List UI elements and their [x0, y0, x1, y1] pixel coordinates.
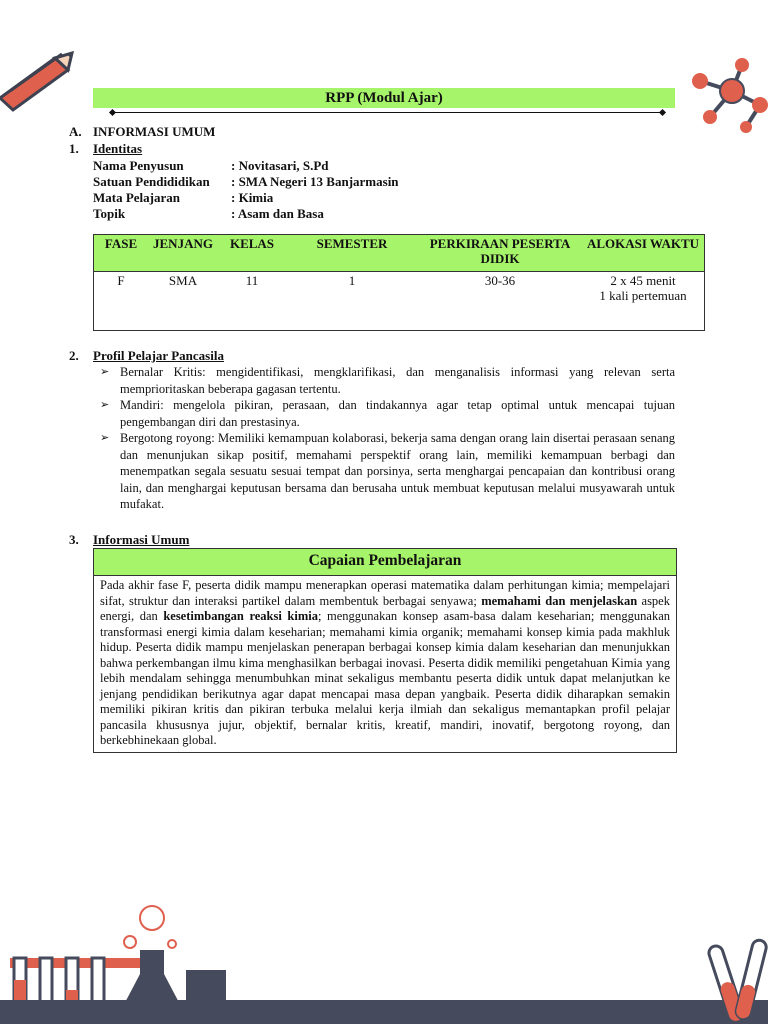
- identitas-label: Mata Pelajaran: [93, 190, 181, 205]
- identitas-row: [93, 158, 493, 174]
- table-header-row: [94, 235, 705, 272]
- cell-semester: 1: [348, 273, 356, 288]
- list-item: [100, 364, 675, 397]
- pencil-icon: [0, 48, 80, 124]
- col-perkiraan: PERKIRAAN PESERTA DIDIK: [418, 235, 582, 272]
- col-jenjang: JENJANG: [148, 235, 218, 272]
- list-item: [100, 397, 675, 430]
- col-semester: SEMESTER: [286, 235, 418, 272]
- identitas-num: 1.: [69, 141, 79, 156]
- test-tubes-icon: [700, 935, 768, 1024]
- identitas-row: [93, 206, 493, 222]
- identitas-value: : SMA Negeri 13 Banjarmasin: [231, 174, 399, 189]
- cell-jenjang: SMA: [168, 273, 198, 288]
- capaian-box: [93, 548, 677, 753]
- profil-item-text: Mandiri: mengelola pikiran, perasaan, dan tindakannya agar tetap optimal untuk mencapai tujuan pengembangan diri dan prestasinya.: [120, 398, 675, 429]
- list-item: [100, 430, 675, 513]
- identitas-title: Identitas: [93, 141, 143, 156]
- divider-diamond-right: [659, 109, 666, 116]
- molecule-icon: [680, 55, 768, 135]
- identitas-label: Satuan Pendididikan: [93, 174, 210, 189]
- col-kelas: KELAS: [218, 235, 286, 272]
- col-fase: FASE: [94, 235, 149, 272]
- identitas-label: Nama Penyusun: [93, 158, 184, 173]
- table-row: [94, 272, 705, 331]
- cell-alokasi: [582, 272, 705, 331]
- info-table: [93, 234, 705, 331]
- title-divider: [113, 112, 663, 113]
- col-alokasi: ALOKASI WAKTU: [582, 235, 705, 272]
- informasi-title: Informasi Umum: [93, 532, 190, 547]
- identitas-row: [93, 174, 493, 190]
- alokasi-line-1: 2 x 45 menit: [610, 273, 676, 288]
- identitas-list: [93, 158, 493, 222]
- identitas-value: : Asam dan Basa: [231, 206, 324, 221]
- identitas-row: [93, 190, 493, 206]
- alokasi-line-2: 1 kali pertemuan: [599, 288, 687, 303]
- floor-band: [0, 1000, 768, 1024]
- section-a-title: INFORMASI UMUM: [93, 124, 216, 139]
- cell-kelas: 11: [245, 273, 259, 288]
- identitas-value: : Novitasari, S.Pd: [231, 158, 329, 173]
- identitas-label: Topik: [93, 206, 126, 221]
- informasi-num: 3.: [69, 532, 79, 547]
- cell-fase: F: [117, 273, 125, 288]
- arrow-bullet-icon: ➢: [100, 399, 110, 411]
- profil-title: Profil Pelajar Pancasila: [93, 348, 224, 363]
- capaian-text: Pada akhir fase F, peserta didik mampu menerapkan operasi matematika dalam perhitungan kimia; mempelajari sifat, struktur dan interaksi partikel dalam membentuk berbagai senyawa; memahami dan menjelaskan aspek energi, dan kesetimbangan reaksi kimia; menggunakan konsep asam-basa dalam keseharian; menggunakan transformasi energi kimia dalam keseharian; memahami kimia organik; memahami konsep kimia pada makhluk hidup. Peserta didik mampu menjelaskan penerapan berbagai konsep kimia dalam keseharian dan menunjukkan bahwa perkembangan ilmu kima menghasilkan berbagai inovasi. Peserta didik memiliki pengetahuan Kimia yang lebih mendalam sehingga menumbuhkan minat sekaligus membantu peserta didik untuk dapat melanjutkan ke jenjang pendidikan berikutnya agar dapat mencapai masa depan yangbaik. Peserta didik diharapkan semakin memiliki pikiran kritis dan pikiran terbuka melalui kerja ilmiah dan sekaligus memantapkan profil pelajar pancasila khususnya jujur, objektif, bernalar kritis, kreatif, mandiri, inovatif, bergotong royong, dan berkebhinekaan global.: [100, 578, 670, 747]
- section-a-label: A.: [69, 124, 82, 139]
- identitas-value: : Kimia: [231, 190, 274, 205]
- profil-item-text: Bernalar Kritis: mengidentifikasi, mengklarifikasi, dan menganalisis informasi yang relevan serta memprioritaskan beberapa gagasan tertentu.: [120, 365, 675, 396]
- page-title: RPP (Modul Ajar): [93, 88, 675, 108]
- capaian-title: Capaian Pembelajaran: [94, 549, 676, 576]
- cell-perkiraan: 30-36: [484, 273, 516, 288]
- divider-diamond-left: [109, 109, 116, 116]
- profil-item-text: Bergotong royong: Memiliki kemampuan kolaborasi, bekerja sama dengan orang lain disertai perasaan senang dan menunjukan sikap positif, memahami perspektif orang lain, memiliki kemampuan berbagi dan menempatkan segala sesuatu sesuai tempat dan porsinya, serta menghargai pencapaian dan kontribusi orang lain, dan menghargai keputusan bersama dan berusaha untuk membuat keputusan melalui musyawarah untuk mufakat.: [120, 431, 675, 511]
- arrow-bullet-icon: ➢: [100, 432, 110, 444]
- profil-num: 2.: [69, 348, 79, 363]
- arrow-bullet-icon: ➢: [100, 366, 110, 378]
- profil-list: [100, 364, 675, 513]
